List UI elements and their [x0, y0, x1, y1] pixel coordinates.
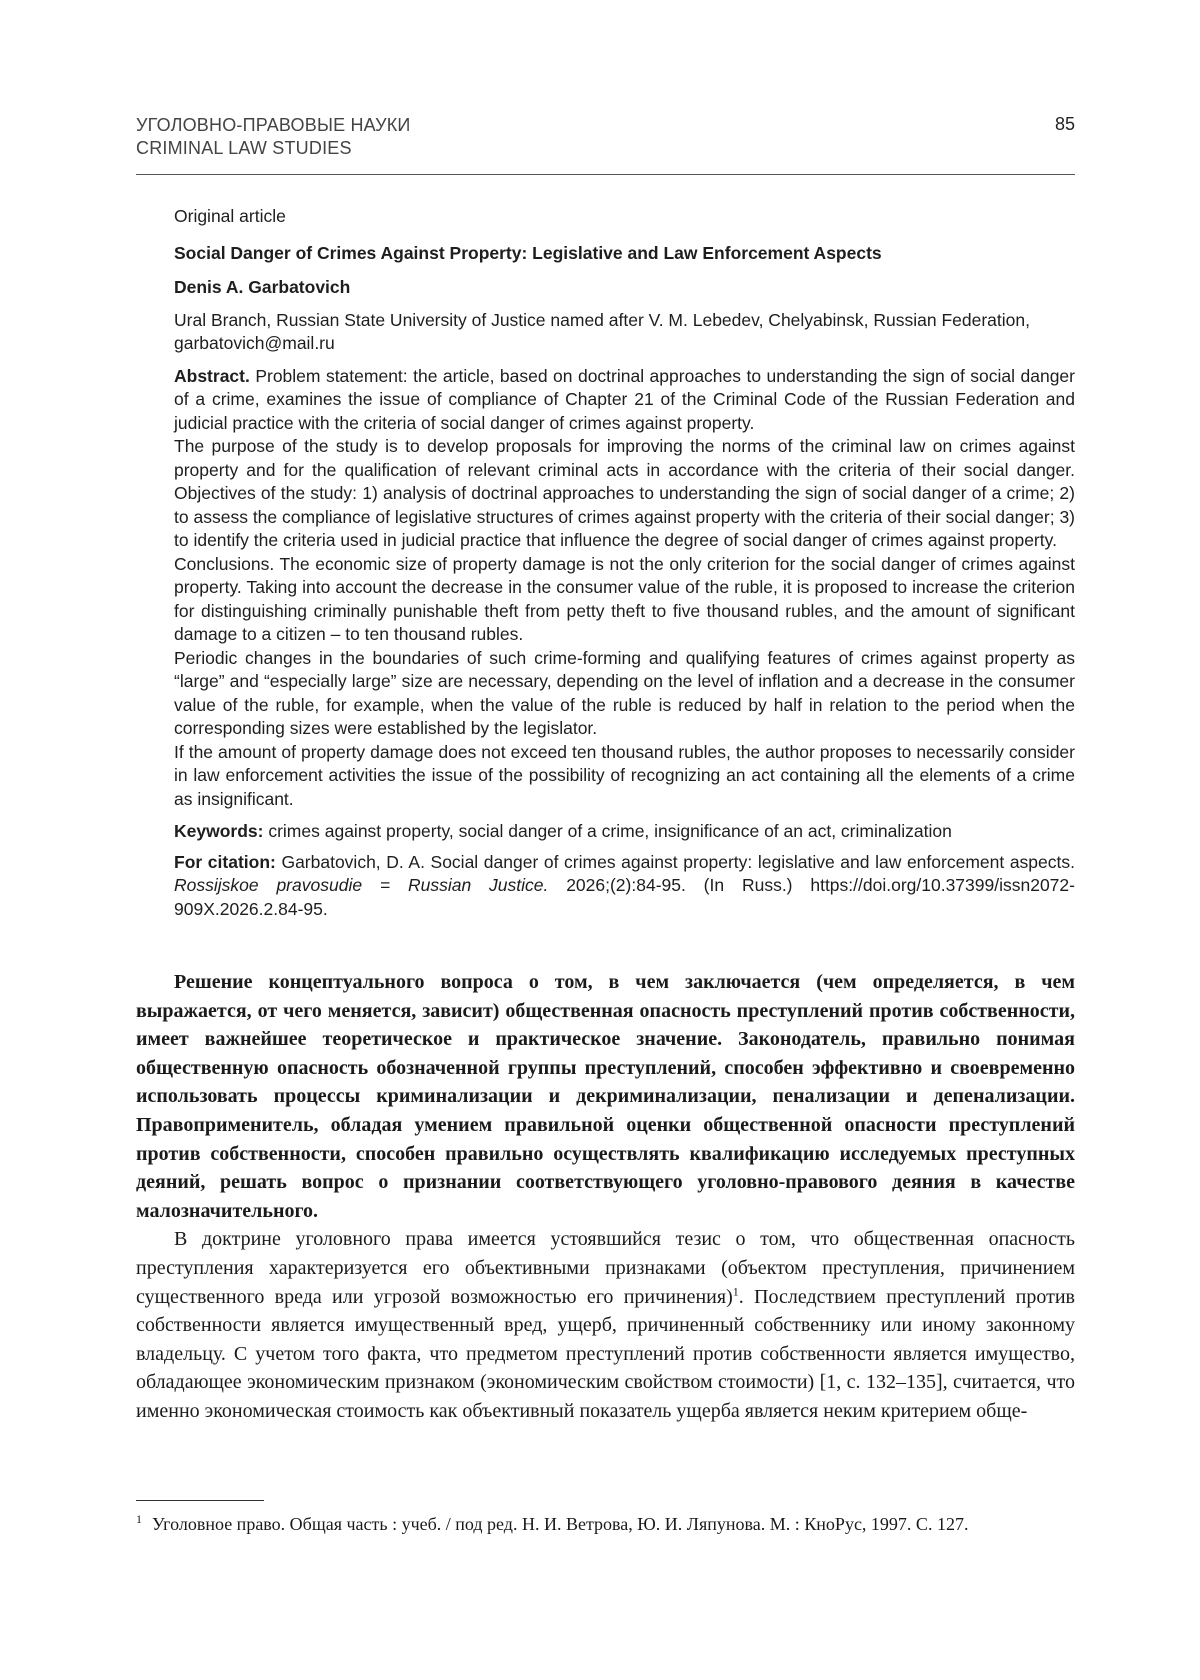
citation-label: For citation: [174, 851, 276, 872]
page-number: 85 [1054, 114, 1075, 134]
citation-details: 2026;(2):84-95. (In Russ.) https://doi.org/10.37399/issn2072-909X.2026.2.84-95. [174, 875, 1075, 919]
abstract-paragraph [174, 365, 1075, 436]
section-title-ru: УГОЛОВНО-ПРАВОВЫЕ НАУКИ [136, 115, 411, 135]
abstract-paragraph: The purpose of the study is to develop proposals for improving the norms of the criminal law on crimes against property and for the qualification of relevant criminal acts in accordance with the criteria of their social danger. Objectives of the study: 1) analysis of doctrinal approaches to understanding the sign of social danger of a crime; 2) to assess the compliance of legislative structures of crimes against property with the criteria of their social danger; 3) to identify the criteria used in judicial practice that influence the degree of social danger of crimes against property. [174, 436, 1075, 550]
abstract-paragraph: Conclusions. The economic size of property damage is not the only criterion for the social danger of crimes against property. Taking into account the decrease in the consumer value of the ruble, it is proposed to increase the criterion for distinguishing criminally punishable theft from petty theft to five thousand rubles, and the amount of significant damage to a citizen – to ten thousand rubles. [174, 553, 1075, 644]
keywords-text: crimes against property, social danger of a crime, insignificance of an act, criminalization [268, 821, 952, 841]
footnote-reference[interactable]: 1 [732, 1283, 739, 1298]
body-paragraph [136, 1225, 1075, 1425]
abstract [174, 365, 1075, 812]
article-title: Social Danger of Crimes Against Property: Legislative and Law Enforcement Aspects [174, 242, 882, 263]
body-text: . Последствием преступлений против собственности является имущественный вред, ущерб, причиненный собственнику или иному законному владельцу. С учетом того факта, что предметом преступлений против собственности является имущество, обладающее экономическим признаком (экономическим свойством стоимости) [1, с. 132–135], считается, что именно экономическая стоимость как объективный показатель ущерба является неким критерием обще- [136, 1285, 1075, 1422]
body-text: В доктрине уголовного права имеется устоявшийся тезис о том, что общественная опасность преступления характеризуется его объективными признаками (объектом преступления, причинением существенного вреда или угрозой возможностью его причинения) [136, 1228, 1075, 1308]
abstract-paragraph: Periodic changes in the boundaries of such crime-forming and qualifying features of crimes against property as “large” and “especially large” size are necessary, depending on the level of inflation and a decrease in the consumer value of the ruble, for example, when the value of the ruble is reduced by half in relation to the period when the corresponding sizes were established by the legislator. [174, 647, 1075, 738]
footnote [136, 1511, 1075, 1537]
article-type: Original article [174, 206, 286, 226]
article-metadata [174, 205, 1075, 921]
article-body [136, 968, 1075, 1426]
keywords [174, 820, 1075, 844]
abstract-text: Problem statement: the article, based on doctrinal approaches to understanding the sign of social danger of a crime, examines the issue of compliance of Chapter 21 of the Criminal Code of the Russian Federation and judicial practice with the criteria of social danger of crimes against property. [174, 365, 1075, 433]
abstract-label: Abstract. [174, 365, 250, 386]
footnote-text: Уголовное право. Общая часть : учеб. / под ред. Н. И. Ветрова, Ю. И. Ляпунова. М. : КноРус, 1997. С. 127. [152, 1514, 969, 1534]
citation-journal: Rossijskoe pravosudie = Russian Justice. [174, 875, 549, 895]
lead-paragraph: Решение концептуального вопроса о том, в чем заключается (чем определяется, в чем выражается, от чего меняется, зависит) общественная опасность преступлений против собственности, имеет важнейшее теоретическое и практическое значение. Законодатель, правильно понимая общественную опасность обозначенной группы преступлений, способен эффективно и своевременно использовать процессы криминализации и декриминализации, пенализации и депенализации. Правоприменитель, обладая умением правильной оценки общественной опасности преступлений против собственности, способен правильно осуществлять квалификацию исследуемых преступных деяний, решать вопрос о признании соответствующего уголовно-правового деяния в качестве малозначительного. [136, 971, 1075, 1222]
author-affiliation: Ural Branch, Russian State University of Justice named after V. M. Lebedev, Chelyabinsk, Russian Federation, garbatovich@mail.ru [174, 309, 1030, 353]
footnote-divider [136, 1500, 264, 1501]
citation-text: Garbatovich, D. A. Social danger of crimes against property: legislative and law enforcement aspects. [281, 851, 1075, 872]
citation [174, 851, 1075, 922]
keywords-label: Keywords: [174, 821, 264, 841]
section-title-en: CRIMINAL LAW STUDIES [136, 138, 352, 158]
abstract-paragraph: If the amount of property damage does not exceed ten thousand rubles, the author proposes to necessarily consider in law enforcement activities the issue of the possibility of recognizing an act containing all the elements of a crime as insignificant. [174, 741, 1075, 809]
author-name: Denis A. Garbatovich [174, 277, 351, 297]
footnote-number: 1 [136, 1512, 142, 1526]
running-header [136, 114, 1075, 175]
